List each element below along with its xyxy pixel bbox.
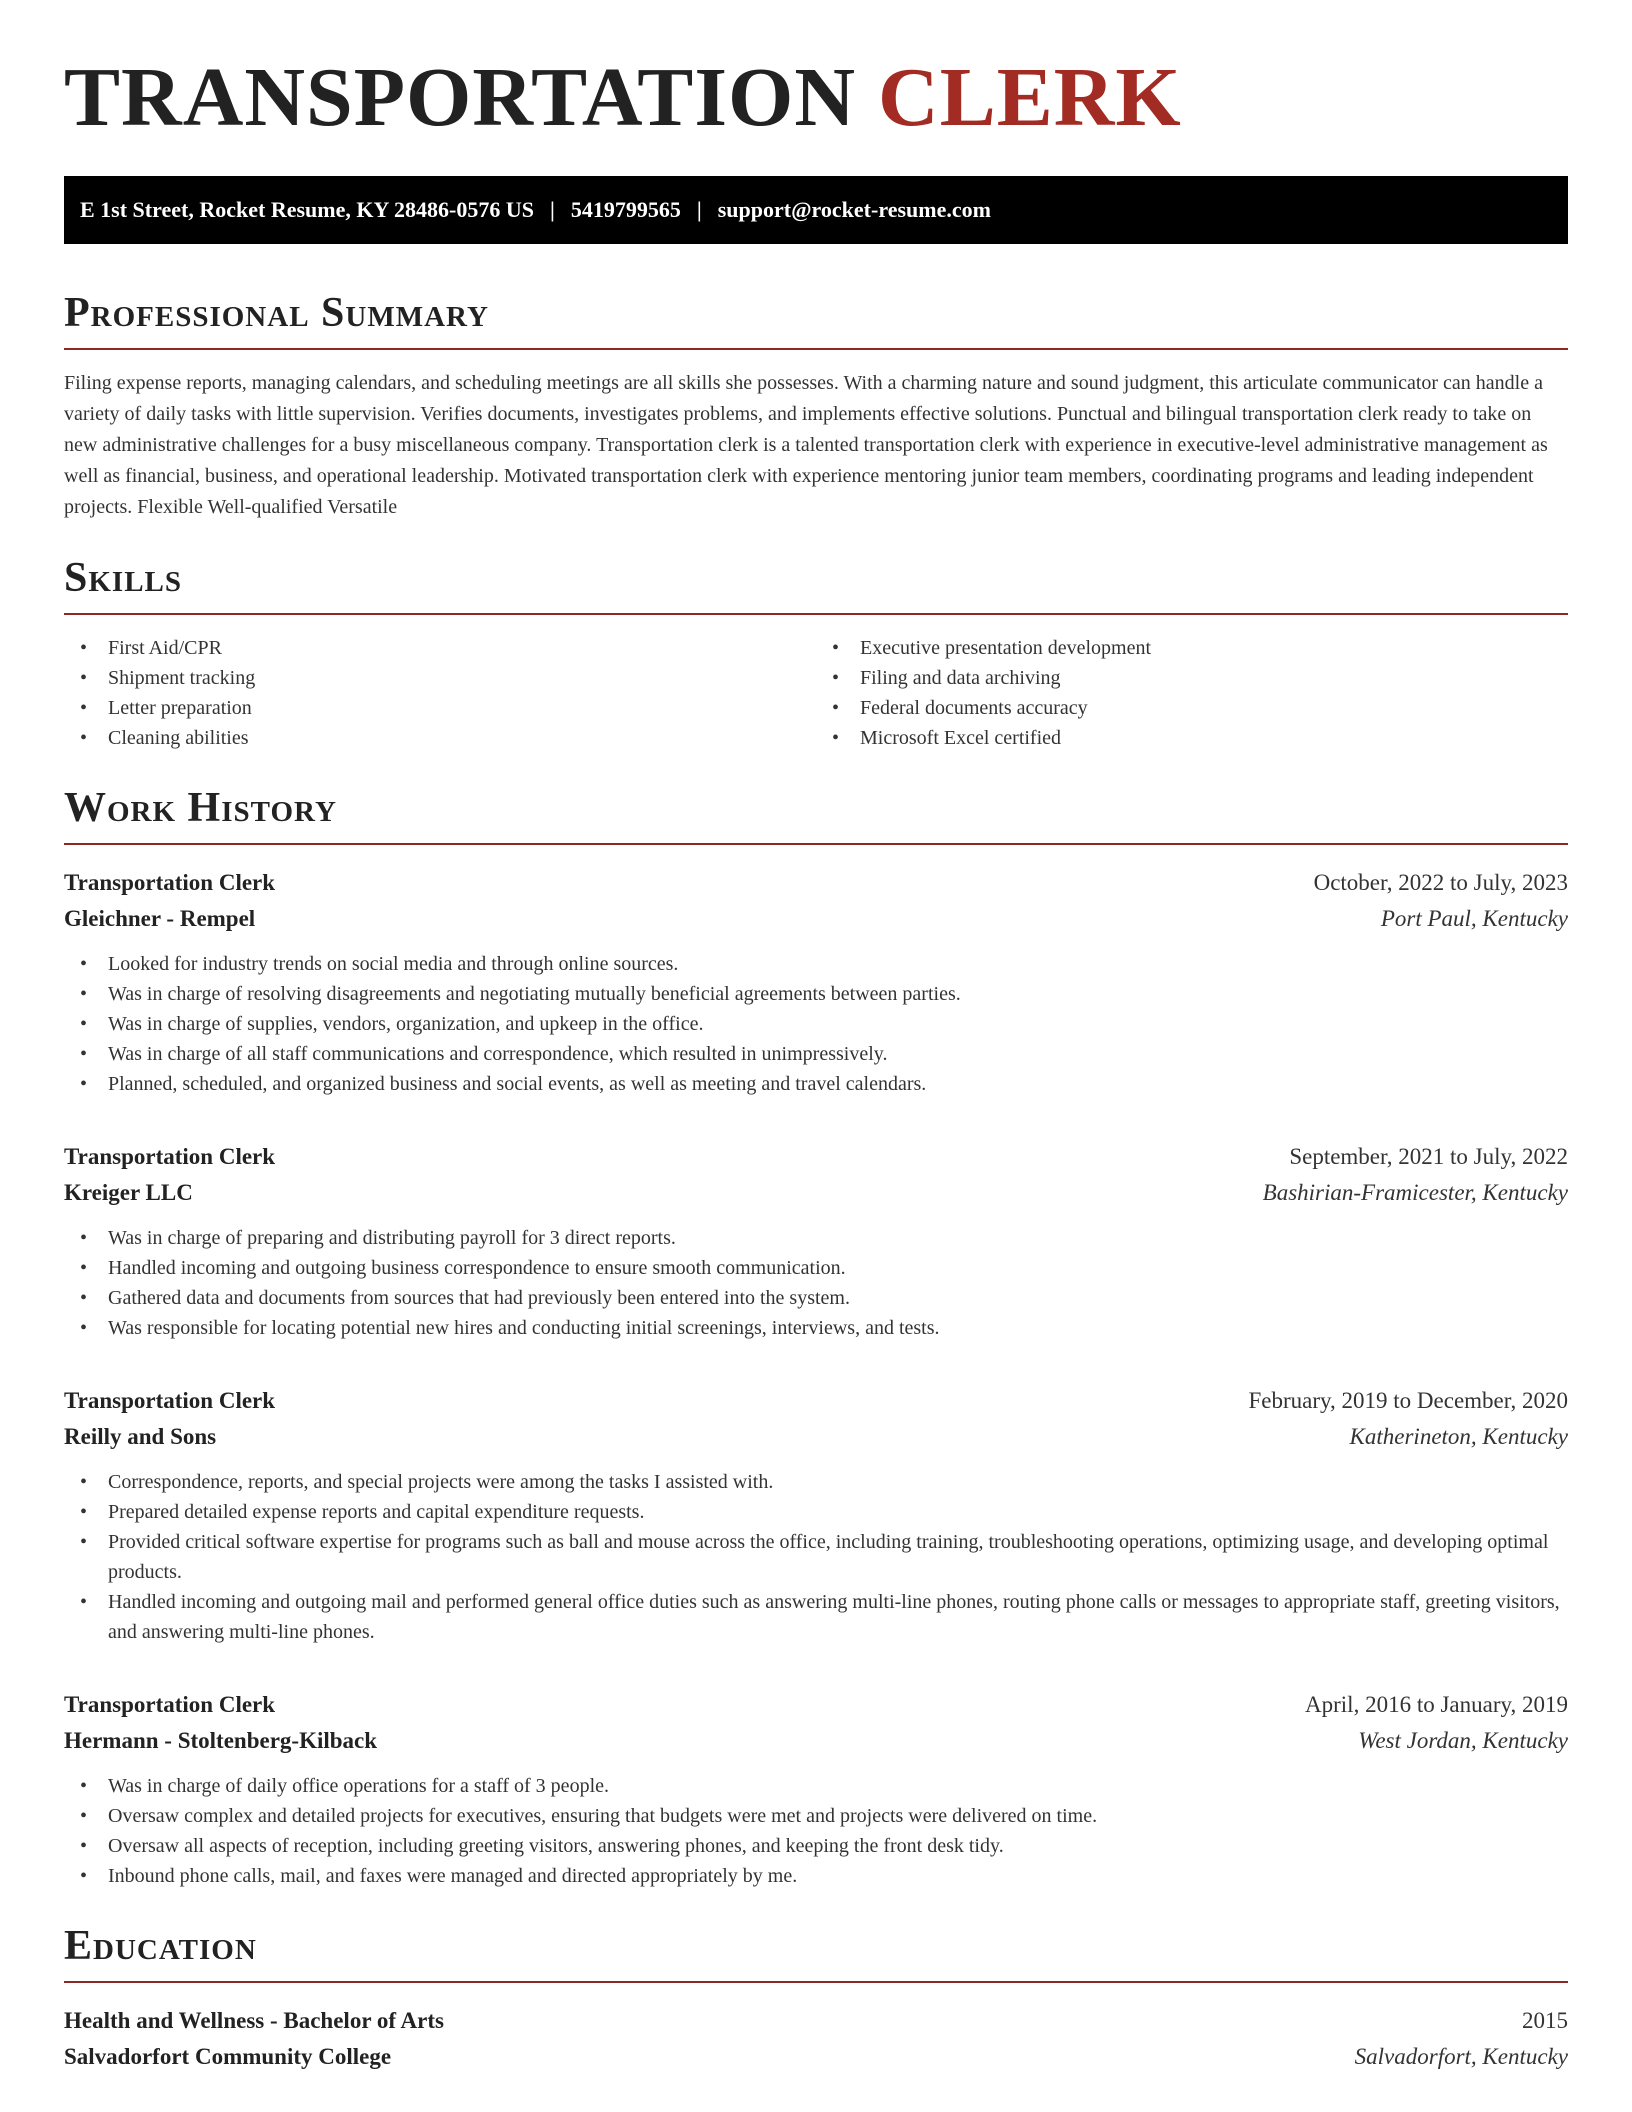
job-duty: • Oversaw complex and detailed projects for executives, ensuring that budgets were met and projects were delivered on time.	[64, 1801, 1568, 1831]
job-entry	[64, 1687, 1568, 1891]
job-duty: • Was in charge of preparing and distributing payroll for 3 direct reports.	[64, 1223, 1568, 1253]
job-duty: • Inbound phone calls, mail, and faxes were managed and directed appropriately by me.	[64, 1861, 1568, 1891]
job-duties	[64, 1771, 1568, 1891]
name-first: TRANSPORTATION	[64, 51, 857, 144]
job-company: Kreiger LLC	[64, 1180, 193, 1205]
job-location: West Jordan, Kentucky	[1358, 1728, 1568, 1753]
job-duties	[64, 1467, 1568, 1647]
job-duty: • Was in charge of all staff communications and correspondence, which resulted in unimpressively.	[64, 1039, 1568, 1069]
job-dates: February, 2019 to December, 2020	[1248, 1388, 1568, 1413]
resume-name	[64, 0, 1568, 176]
job-duty: • Was in charge of daily office operations for a staff of 3 people.	[64, 1771, 1568, 1801]
job-company: Gleichner - Rempel	[64, 906, 256, 931]
skills-list	[64, 633, 1568, 753]
contact-bar	[64, 176, 1568, 244]
job-title: Transportation Clerk	[64, 1388, 276, 1413]
job-entry	[64, 1383, 1568, 1647]
skills-section	[64, 557, 1568, 753]
job-title: Transportation Clerk	[64, 1144, 276, 1169]
education-entry	[64, 2003, 1568, 2075]
education-school: Salvadorfort Community College	[64, 2044, 392, 2069]
contact-email: support@rocket-resume.com	[717, 197, 991, 222]
skill-item: • Executive presentation development	[816, 633, 1568, 663]
skill-item: • Cleaning abilities	[64, 723, 816, 753]
job-entry	[64, 1139, 1568, 1343]
job-duty: • Handled incoming and outgoing business correspondence to ensure smooth communication.	[64, 1253, 1568, 1283]
job-company: Reilly and Sons	[64, 1424, 217, 1449]
contact-address: E 1st Street, Rocket Resume, KY 28486-0576 US	[80, 197, 534, 222]
contact-separator: |	[696, 197, 702, 222]
skills-column-right	[816, 633, 1568, 753]
job-duties	[64, 1223, 1568, 1343]
summary-heading: Professional Summary	[64, 292, 1568, 350]
skill-item: • Filing and data archiving	[816, 663, 1568, 693]
education-heading: Education	[64, 1925, 1568, 1983]
job-dates: October, 2022 to July, 2023	[1313, 870, 1568, 895]
job-duty: • Oversaw all aspects of reception, including greeting visitors, answering phones, and keeping the front desk tidy.	[64, 1831, 1568, 1861]
summary-text: Filing expense reports, managing calendars, and scheduling meetings are all skills she possesses. With a charming nature and sound judgment, this articulate communicator can handle a variety of daily tasks with little supervision. Verifies documents, investigates problems, and implements effective solutions. Punctual and bilingual transportation clerk ready to take on new administrative challenges for a busy miscellaneous company. Transportation clerk is a talented transportation clerk with experience in executive-level administrative management as well as financial, business, and operational leadership. Motivated transportation clerk with experience mentoring junior team members, coordinating programs and leading independent projects. Flexible Well-qualified Versatile	[64, 372, 1548, 518]
job-location: Katherineton, Kentucky	[1349, 1424, 1568, 1449]
job-duty: • Gathered data and documents from sources that had previously been entered into the system.	[64, 1283, 1568, 1313]
job-duties	[64, 949, 1568, 1099]
job-duty: • Correspondence, reports, and special projects were among the tasks I assisted with.	[64, 1467, 1568, 1497]
education-degree: Health and Wellness - Bachelor of Arts	[64, 2008, 444, 2033]
job-location: Port Paul, Kentucky	[1380, 906, 1568, 931]
skill-item: • Letter preparation	[64, 693, 816, 723]
skill-item: • First Aid/CPR	[64, 633, 816, 663]
education-location: Salvadorfort, Kentucky	[1354, 2044, 1568, 2069]
job-duty: • Looked for industry trends on social media and through online sources.	[64, 949, 1568, 979]
education-section	[64, 1925, 1568, 2075]
skills-heading: Skills	[64, 557, 1568, 615]
job-company: Hermann - Stoltenberg-Kilback	[64, 1728, 378, 1753]
job-duty: • Was in charge of supplies, vendors, organization, and upkeep in the office.	[64, 1009, 1568, 1039]
job-title: Transportation Clerk	[64, 1692, 276, 1717]
work-history-section	[64, 787, 1568, 1891]
skill-item: • Shipment tracking	[64, 663, 816, 693]
education-year: 2015	[1522, 2008, 1568, 2033]
job-title: Transportation Clerk	[64, 870, 276, 895]
job-duty: • Handled incoming and outgoing mail and performed general office duties such as answering multi-line phones, routing phone calls or messages to appropriate staff, greeting visitors, and answering multi-line phones.	[64, 1587, 1568, 1647]
skill-item: • Microsoft Excel certified	[816, 723, 1568, 753]
contact-phone: 5419799565	[570, 197, 681, 222]
job-entry	[64, 865, 1568, 1099]
job-dates: September, 2021 to July, 2022	[1289, 1144, 1568, 1169]
name-accent: CLERK	[878, 51, 1182, 144]
skills-column-left	[64, 633, 816, 753]
job-duty: • Was responsible for locating potential new hires and conducting initial screenings, interviews, and tests.	[64, 1313, 1568, 1343]
skill-item: • Federal documents accuracy	[816, 693, 1568, 723]
work-history-heading: Work History	[64, 787, 1568, 845]
summary-section	[64, 292, 1568, 523]
contact-separator: |	[550, 197, 555, 222]
job-location: Bashirian-Framicester, Kentucky	[1262, 1180, 1568, 1205]
job-duty: • Provided critical software expertise for programs such as ball and mouse across the office, including training, troubleshooting operations, optimizing usage, and developing optimal products.	[64, 1527, 1568, 1587]
job-dates: April, 2016 to January, 2019	[1305, 1692, 1568, 1717]
job-duty: • Was in charge of resolving disagreements and negotiating mutually beneficial agreements between parties.	[64, 979, 1568, 1009]
job-duty: • Planned, scheduled, and organized business and social events, as well as meeting and travel calendars.	[64, 1069, 1568, 1099]
job-duty: • Prepared detailed expense reports and capital expenditure requests.	[64, 1497, 1568, 1527]
